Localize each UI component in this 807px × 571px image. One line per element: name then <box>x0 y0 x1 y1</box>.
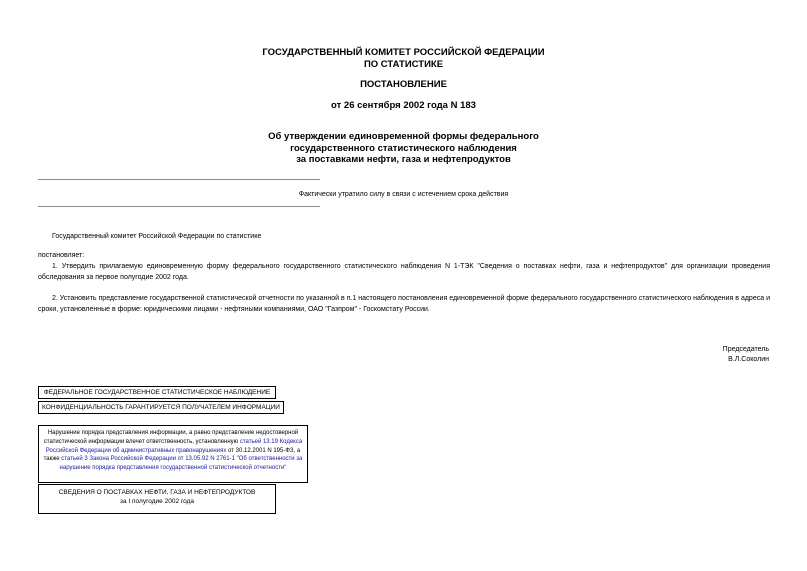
status-note: Фактически утратило силу в связи с истечением срока действия <box>298 191 509 198</box>
divider-bottom <box>38 206 320 207</box>
federal-observation-box: ФЕДЕРАЛЬНОЕ ГОСУДАРСТВЕННОЕ СТАТИСТИЧЕСКОЕ НАБЛЮДЕНИЕ <box>38 386 276 399</box>
liability-notice-box <box>38 425 308 483</box>
intro-paragraph: Государственный комитет Российской Федерации по статистике <box>52 233 262 240</box>
liability-text-2: от 30.12.2001 N 195-ФЗ, а также <box>43 447 301 463</box>
report-title: СВЕДЕНИЯ О ПОСТАВКАХ НЕФТИ, ГАЗА И НЕФТЕПРОДУКТОВ <box>58 489 256 496</box>
report-title-box <box>38 484 276 514</box>
decrees-label: постановляет: <box>38 252 85 259</box>
subject-line1: Об утверждении единовременной формы федерального <box>268 131 539 142</box>
subject-line2: государственного статистического наблюдения <box>290 142 517 154</box>
decree-item-2: 2. Установить представление государственной статистической отчетности по указанной в п.1 настоящего постановления единовременной форме федерального государственного статистического наблюдения в адреса и сроки, установленные в форме: юридическими лицами - нефтяными компаниями, ОАО "Газпром" - Госкомстату России. <box>38 295 770 313</box>
liability-link-coap[interactable]: статьей 13.19 Кодекса Российской Федерации об административных правонарушениях <box>45 438 303 454</box>
divider-top <box>38 179 320 180</box>
subject-line3: за поставками нефти, газа и нефтепродуктов <box>296 154 511 165</box>
document-date-number: от 26 сентября 2002 года N 183 <box>331 100 476 111</box>
signatory-role: Председатель <box>722 346 769 353</box>
document-subject <box>0 131 807 166</box>
agency-title-line2: ПО СТАТИСТИКЕ <box>363 59 444 70</box>
liability-text-1: Нарушение порядка представления информации, а равно представление недостоверной статистической информации влечет ответственность, установленную <box>43 430 299 445</box>
agency-title <box>0 47 807 71</box>
report-period: за I полугодие 2002 года <box>120 498 194 505</box>
signatory-name: В.Л.Соколин <box>728 356 769 363</box>
agency-title-line1: ГОСУДАРСТВЕННЫЙ КОМИТЕТ РОССИЙСКОЙ ФЕДЕРАЦИИ <box>262 47 545 58</box>
confidentiality-box: КОНФИДЕНЦИАЛЬНОСТЬ ГАРАНТИРУЕТСЯ ПОЛУЧАТЕЛЕМ ИНФОРМАЦИИ <box>38 401 284 414</box>
decree-item-1: 1. Утвердить прилагаемую единовременную форму федерального государственного статистического наблюдения N 1-ТЭК "Сведения о поставках нефти, газа и нефтепродуктов" для организации проведения обследования за первое полугодие 2002 года. <box>38 263 770 281</box>
liability-link-law[interactable]: статьей 3 Закона Российской Федерации от 13.05.92 N 2761-1 "Об ответственности за нарушение порядка представления государственной статистической отчетности" <box>59 456 303 472</box>
document-type: ПОСТАНОВЛЕНИЕ <box>360 79 447 90</box>
